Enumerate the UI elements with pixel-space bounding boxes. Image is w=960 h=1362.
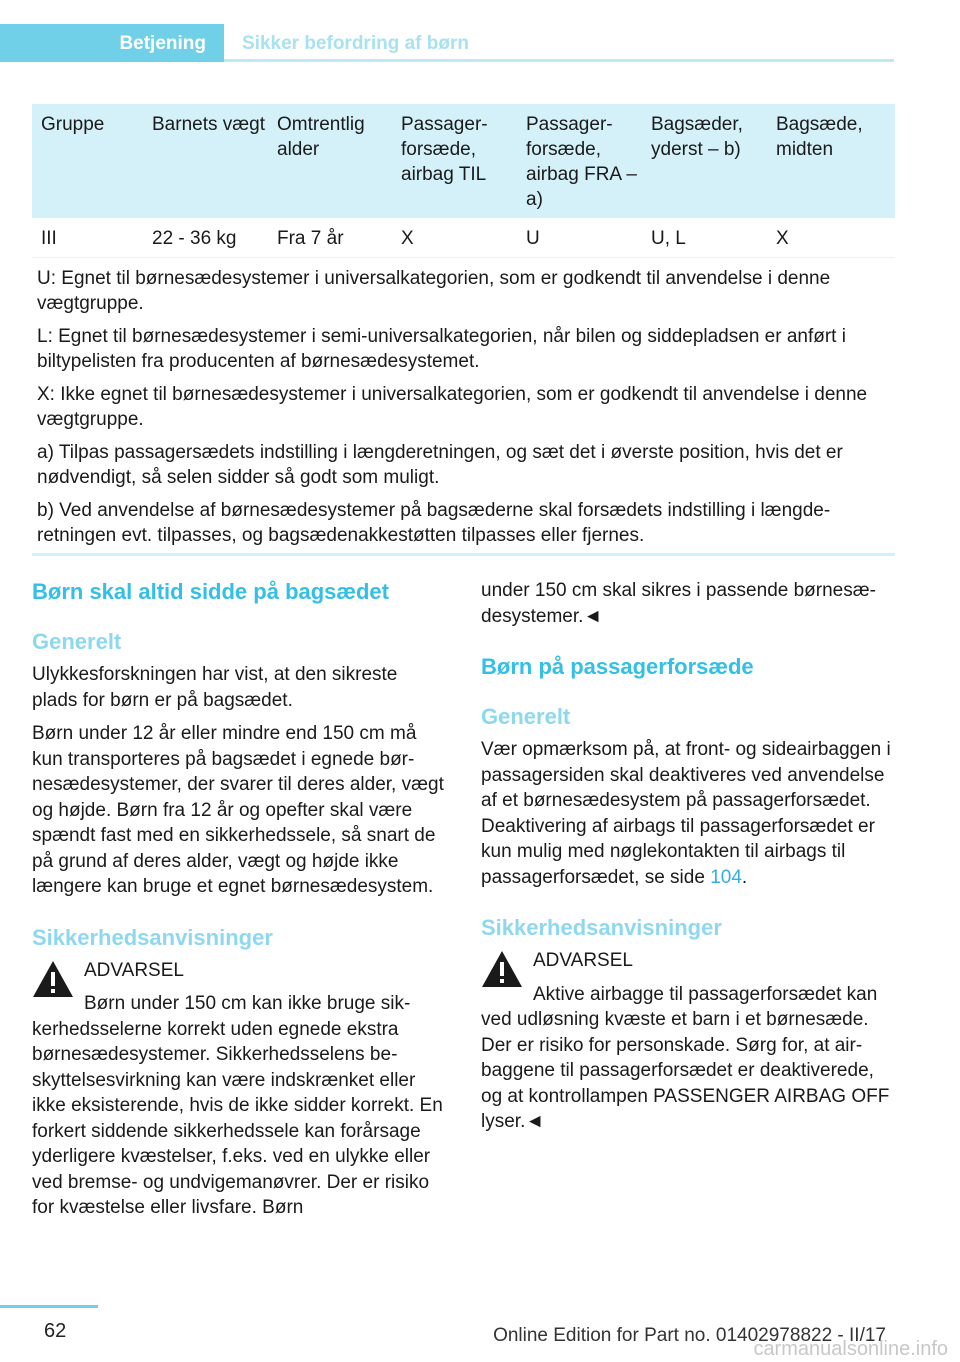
warning-triangle-icon (32, 960, 74, 998)
warning-block (32, 958, 446, 1221)
table-header-cell: Bagsæder, yderst – b) (651, 114, 743, 160)
section-title: Børn på passagerforsæde (481, 654, 754, 679)
header-section-label: Betjening (119, 33, 206, 54)
paragraph: Ulykkesforskningen har vist, at den sikreste plads for børn er på bagsædet. (32, 664, 398, 711)
notes-divider (32, 553, 895, 556)
table-header-cell: Gruppe (41, 114, 105, 135)
subsection-heading: Sikkerhedsanvisninger (32, 924, 273, 950)
table-notes (32, 266, 895, 556)
watermark: carmanualsonline.info (753, 1338, 948, 1360)
page-header (0, 24, 894, 62)
page-reference-link[interactable]: 104 (710, 866, 742, 888)
paragraph-text: Vær opmærksom på, at front- og sideairbaggen i passagersiden skal deaktiveres ved anvendelse af et børnesædesystem på passagerforsædet. Deaktivering af airbags til passagerforsædet er kun mulig med nøglekontakten til airbags til passagerforsædet, se side (481, 739, 891, 888)
table-cell: III (41, 228, 57, 249)
table-cell: X (401, 228, 414, 249)
table-row (32, 218, 895, 258)
table-header-cell: Bagsæde, midten (776, 114, 863, 160)
paragraph-text: . (741, 866, 748, 888)
footer-divider (0, 1305, 98, 1308)
warning-label: ADVARSEL (84, 959, 184, 981)
page-number: 62 (44, 1320, 67, 1342)
table-cell: Fra 7 år (277, 228, 344, 249)
right-column (481, 578, 895, 1135)
table-header-cell: Barnets vægt (152, 114, 265, 135)
paragraph (481, 737, 895, 890)
continued-paragraph: under 150 cm skal sikres i passende børnesædesystemer.◄ (481, 580, 876, 627)
table-header-row (32, 104, 895, 218)
header-chapter-tab[interactable] (224, 24, 894, 62)
subsection-heading: Generelt (481, 704, 571, 729)
table-header-cell: Omtrentlig alder (277, 114, 365, 160)
table-cell: 22 - 36 kg (152, 228, 237, 249)
table-cell: U (526, 228, 540, 249)
warning-block (481, 948, 895, 1135)
header-chapter-label: Sikker befordring af børn (242, 33, 469, 54)
section-title: Børn skal altid sidde på bagsædet (32, 579, 389, 604)
table-header-cell: Passagerforsæde, airbag TIL (401, 114, 488, 185)
note-l: L: Egnet til børnesædesystemer i semi-universalkategorien, når bilen og siddepladsen er anført i biltypelisten fra producenten af børnesædesystemet. (37, 326, 846, 372)
note-a: a) Tilpas passagersædets indstilling i længderetningen, og sæt det i øverste position, hvis det er nødvendigt, så selen sidder så godt som muligt. (37, 442, 843, 488)
paragraph: Børn under 12 år eller mindre end 150 cm må kun transporteres på bagsædet i egnede børnesædesystemer, der svarer til deres alder, vægt og højde. Børn fra 12 år og opefter skal være spændt fast med en sikkerhedssele, så snart de på grund af deres alder, vægt og højde ikke længere kan bruge et egnet børnesædesystem. (32, 723, 444, 897)
warning-text: Børn under 150 cm kan ikke bruge sikkerhedsselerne korrekt uden egnede ekstra børnesædesystemer. Sikkerhedsselens beskyttelsesvirkning kan være indskrænket eller ikke eksisterende, hvis de ikke sidder korrekt. En forkert siddende sikkerhedssele kan forårsage yderligere kvæstelser, f.eks. ved en ulykke eller ved bremse- og undvigemanøvrer. Der er risiko for kvæstelse eller livsfare. Børn (32, 993, 443, 1218)
left-column (32, 578, 446, 1221)
header-section-tab[interactable] (0, 24, 224, 62)
note-x: X: Ikke egnet til børnesædesystemer i universalkategorien, som er godkendt til anvendelse i denne vægtgruppe. (37, 384, 868, 430)
child-seat-table (32, 104, 895, 258)
table-cell: U, L (651, 228, 686, 249)
warning-label: ADVARSEL (533, 950, 633, 971)
edition-text: Online Edition for Part no. 01402978822 - II/17 (493, 1325, 886, 1346)
subsection-heading: Sikkerhedsanvisninger (481, 915, 722, 940)
warning-text: Aktive airbagge til passagerforsædet kan ved udløsning kvæste et barn i et børnesæde. Der er risiko for personskade. Sørg for, at airbaggene til passagerforsædet er deaktiverede, og at kontrollampen PASSENGER AIRBAG OFF lyser.◄ (481, 983, 890, 1132)
table-header-cell: Passagerforsæde, airbag FRA – a) (526, 114, 637, 210)
note-u: U: Egnet til børnesædesystemer i universalkategorien, som er godkendt til anvendelse i denne vægtgruppe. (37, 268, 831, 314)
note-b: b) Ved anvendelse af børnesædesystemer på bagsæderne skal forsædets indstilling i længderetningen evt. tilpasses, og bagsædenakkestøtten tilpasses eller fjernes. (37, 500, 831, 546)
table-cell: X (776, 228, 789, 249)
warning-triangle-icon (481, 950, 523, 988)
subsection-heading: Generelt (32, 629, 122, 654)
